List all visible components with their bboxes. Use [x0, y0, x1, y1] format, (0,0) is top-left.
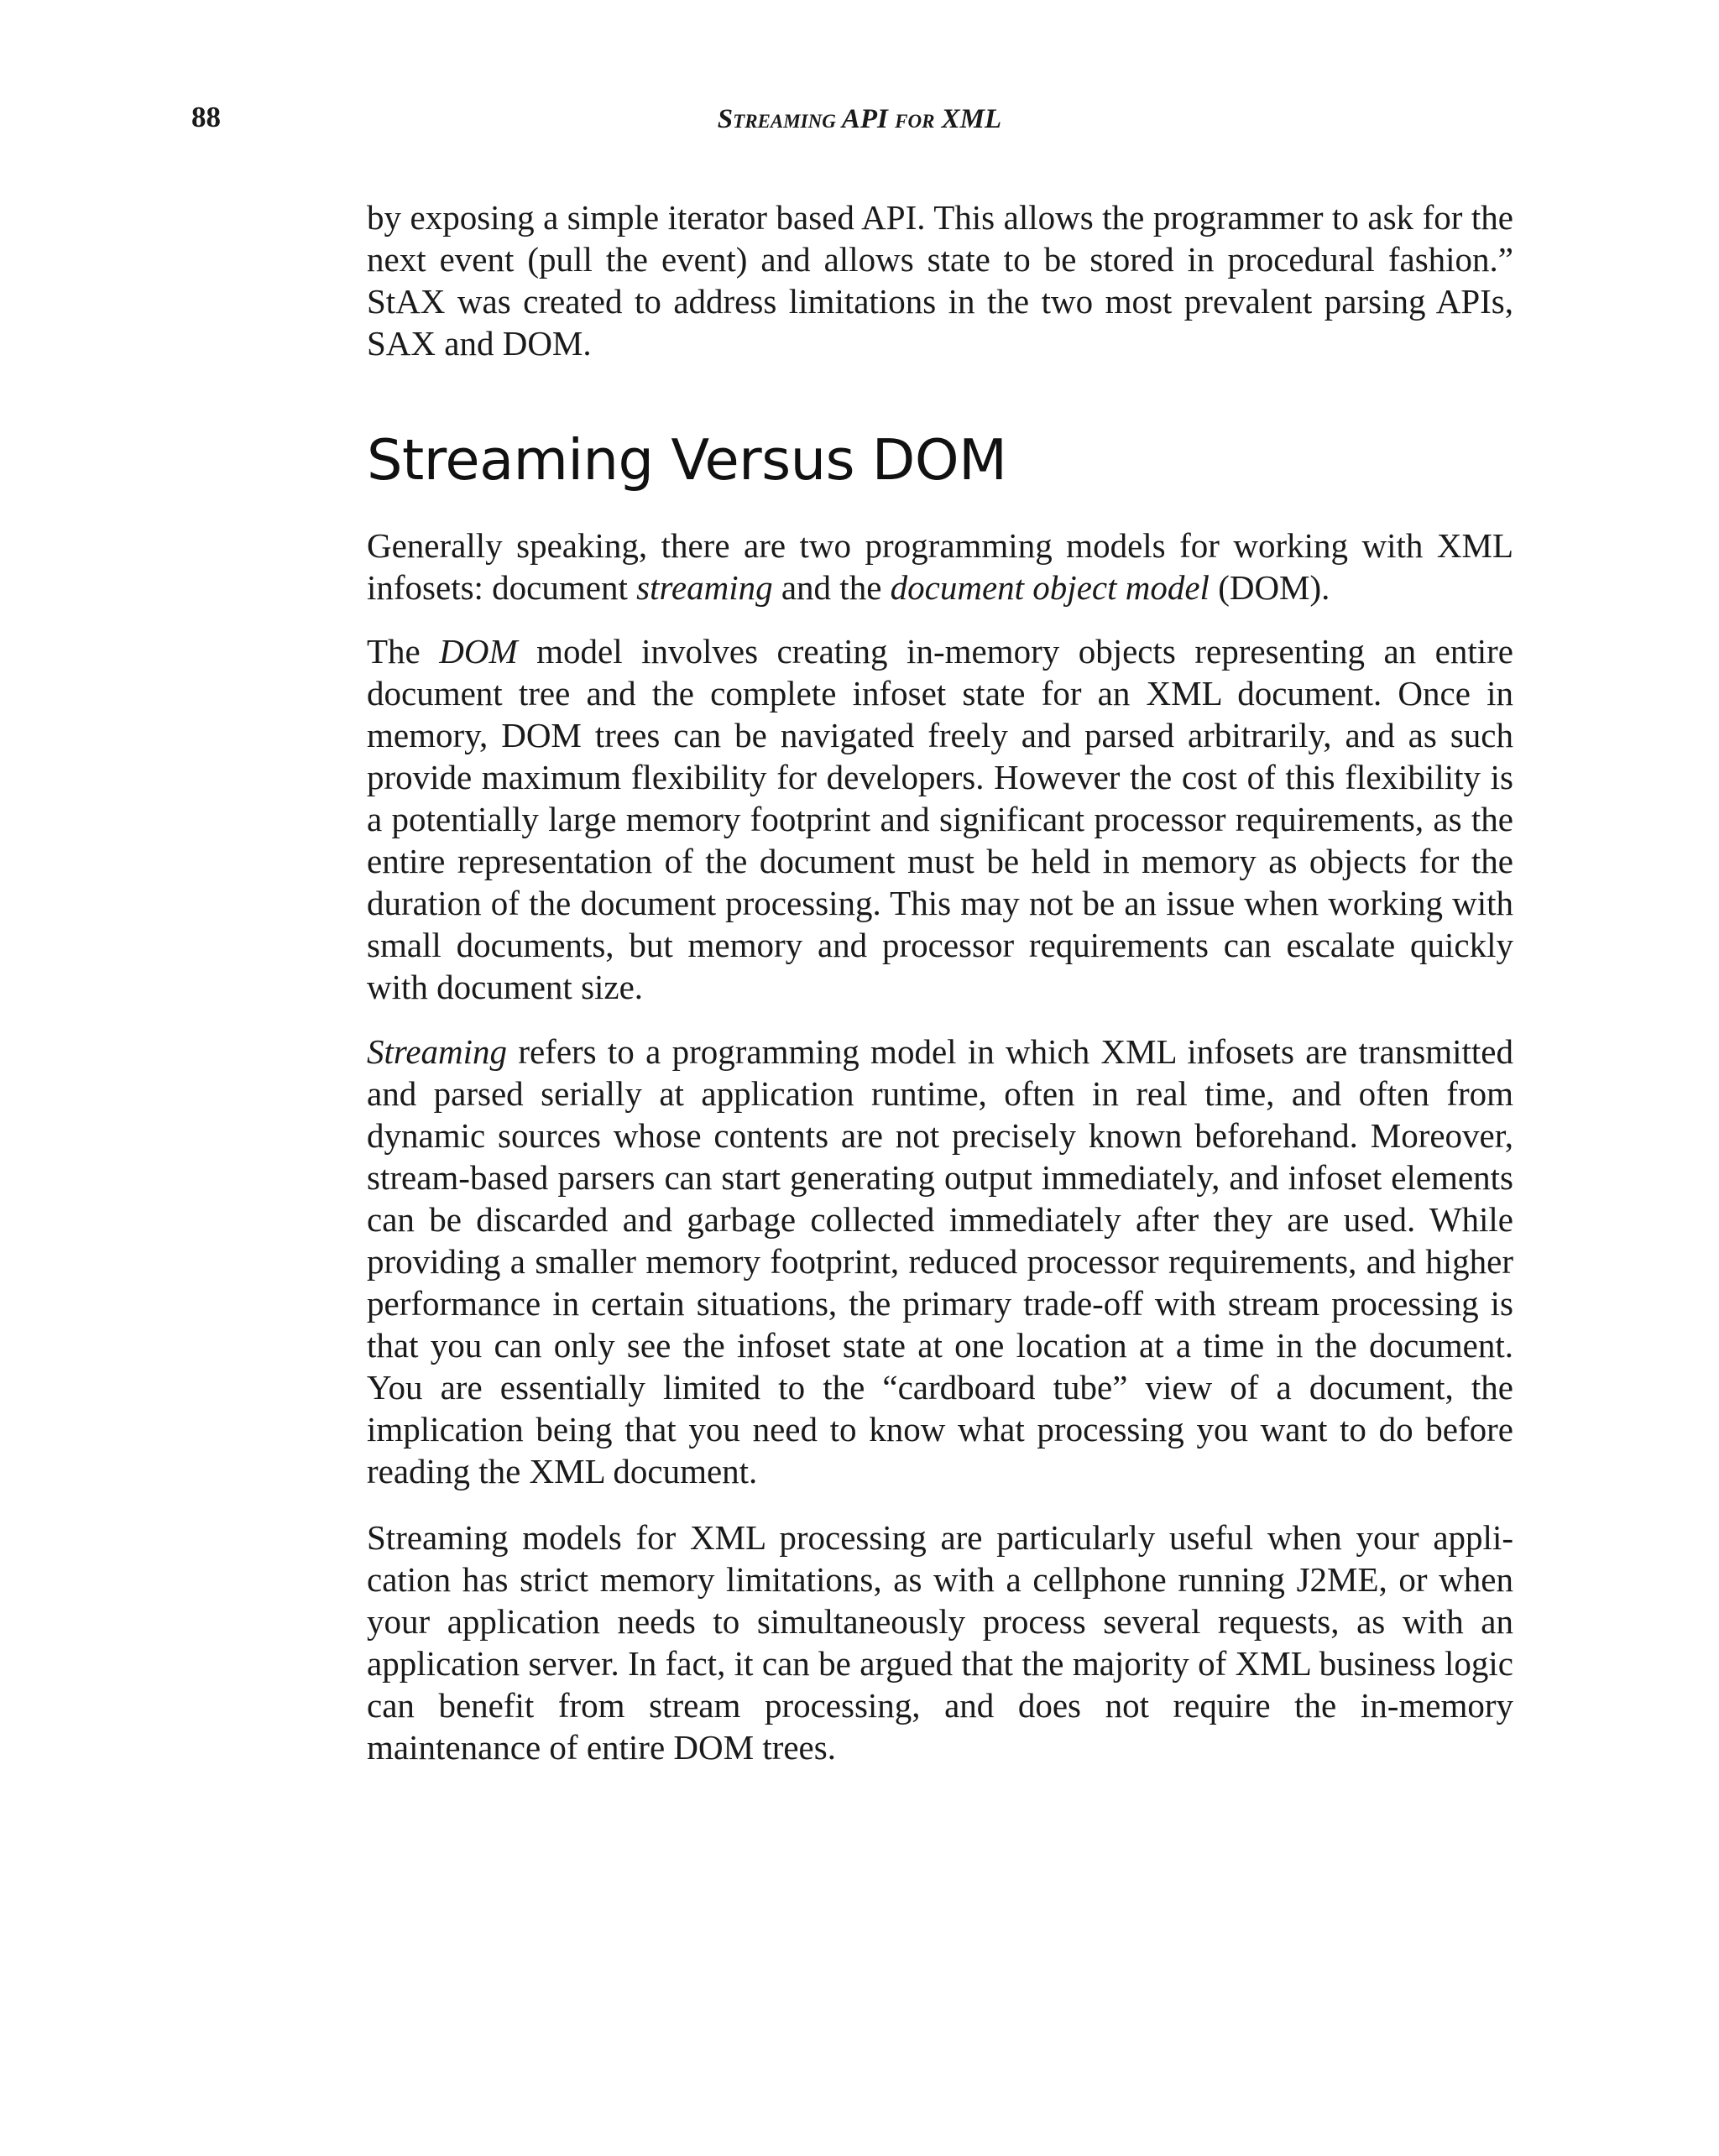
intro-paragraph: by exposing a simple iterator based API. This allows the programmer to ask for the next event (pull the event) and allows state to be stored in procedural fashion.” StAX was created to address limitations in the two most prevalent parsing APIs, SAX and DOM. — [367, 198, 1513, 363]
p1-text-c: (DOM). — [1209, 568, 1330, 607]
running-head: Streaming API for XML — [717, 104, 1002, 134]
p4-text-a: Streaming models for XML processing are particularly useful when your application has strict memory limitations, as with a cellphone running J2ME, or when your application needs to simultaneously process several requests, as with an application server. In fact, it can be argued that the majority of XML business logic can benefit from stream processing, and does not require the in-memory maintenance of entire DOM trees. — [367, 1518, 1513, 1767]
p2-text-a: The — [367, 632, 440, 671]
paragraph-programming-models — [367, 525, 1513, 608]
p2-emphasis-dom: DOM — [439, 632, 518, 671]
p3-emphasis-streaming: Streaming — [367, 1032, 508, 1071]
p1-emphasis-dom: document object model — [890, 568, 1210, 607]
paragraph-dom-model — [367, 630, 1513, 1008]
p1-text-a: Generally speaking, there are two programming models for working with XML infosets: document — [367, 526, 1513, 607]
p2-text-b: model involves creating in-memory objects representing an entire document tree and the complete infoset state for an XML document. Once in memory, DOM trees can be navigated freely and parsed arbitrarily, and as such provide maximum flexibility for developers. However the cost of this flexibility is a potentially large memory footprint and significant processor requirements, as the entire representation of the document must be held in memory as objects for the duration of the document processing. This may not be an issue when working with small documents, but memory and processor requirements can escalate quickly with document size. — [367, 632, 1514, 1006]
paragraph-streaming-uses — [367, 1517, 1513, 1768]
p3-text-a: refers to a programming model in which XML infosets are transmitted and parsed serially at application runtime, often in real time, and often from dynamic sources whose contents are not precisely known beforehand. Moreover, stream-based parsers can start generating output immediately, and infoset elements can be discarded and garbage collected immediately after they are used. While providing a smaller memory footprint, reduced processor requirements, and higher performance in certain situations, the primary trade-off with stream processing is that you can only see the infoset state at one location at a time in the document. You are essentially limited to the “cardboard tube” view of a document, the implication being that you need to know what processing you want to do before reading the XML document. — [367, 1032, 1513, 1490]
section-heading: Streaming Versus DOM — [367, 427, 1007, 493]
page-number: 88 — [191, 101, 221, 133]
p1-emphasis-streaming: streaming — [636, 568, 773, 607]
p1-text-b: and the — [772, 568, 891, 607]
paragraph-streaming-model — [367, 1031, 1513, 1492]
